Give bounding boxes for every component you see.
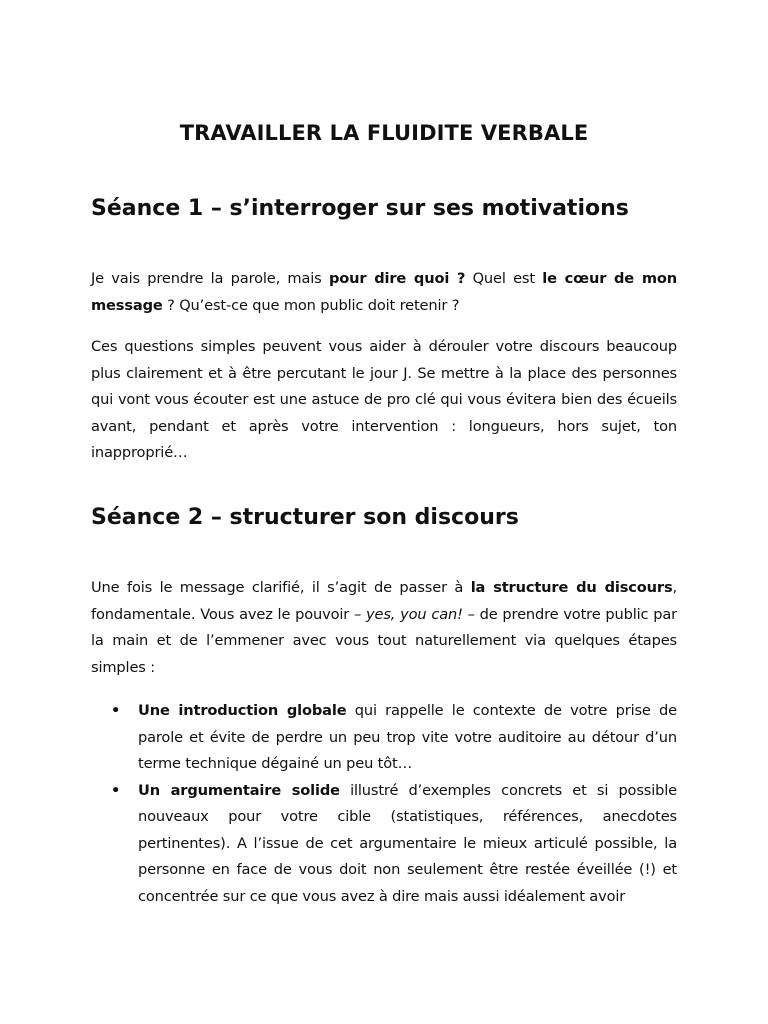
bold-run: Une introduction globale [138,702,347,719]
bold-run: le cœur de mon message [91,270,677,314]
bold-run: la structure du discours [470,579,673,596]
list-item [91,698,677,778]
bold-run: Un argumentaire solide [138,781,340,799]
section-2-paragraph-1 [91,575,677,681]
text-run: qui rappelle le contexte de votre prise de parole et évite de perdre un peu trop vite votre auditoire au détour d’un terme technique dégainé un peu tôt… [138,702,677,772]
text-run: ? Qu’est-ce que mon public doit retenir ? [162,296,460,314]
text-run: Une fois le message clarifié, il s’agit de passer à [91,579,471,596]
document-title: TRAVAILLER LA FLUIDITE VERBALE [179,121,589,145]
section-2-heading: Séance 2 – structurer son discours [91,505,519,530]
section-1-heading: Séance 1 – s’interroger sur ses motivations [91,196,629,221]
section-1-paragraph-1 [91,266,677,319]
bullet-icon: • [111,702,121,719]
text-run: illustré d’exemples concrets et si possible nouveaux pour votre cible (statistiques, références, anecdotes pertinentes). A l’issue de cet argumentaire le mieux articulé possible, la personne en face de vous doit non seulement être restée éveillée (!) et concentrée sur ce que vous avez à dire mais aussi idéalement avoir [138,781,677,905]
text-run: Je vais prendre la parole, mais [91,270,329,287]
italic-run: yes, you can! [366,605,463,623]
list-item [91,778,677,911]
text-run: Quel est [465,270,543,287]
section-1-paragraph-2: Ces questions simples peuvent vous aider à dérouler votre discours beaucoup plus clairement et à être percutant le jour J. Se mettre à la place des personnes qui vont vous écouter est une astuce de pro clé qui vous évitera bien des écueils avant, pendant et après votre intervention : longueurs, hors sujet, ton inapproprié… [91,338,677,461]
bullet-icon: • [111,781,121,799]
bold-run: pour dire quoi ? [328,270,466,287]
text-run: , fondamentale. Vous avez le pouvoir – [91,579,677,623]
text-run: – de prendre votre public par la main et de l’emmener avec vous tout naturellement via quelques étapes simples : [91,605,677,676]
bullet-list [91,698,677,910]
